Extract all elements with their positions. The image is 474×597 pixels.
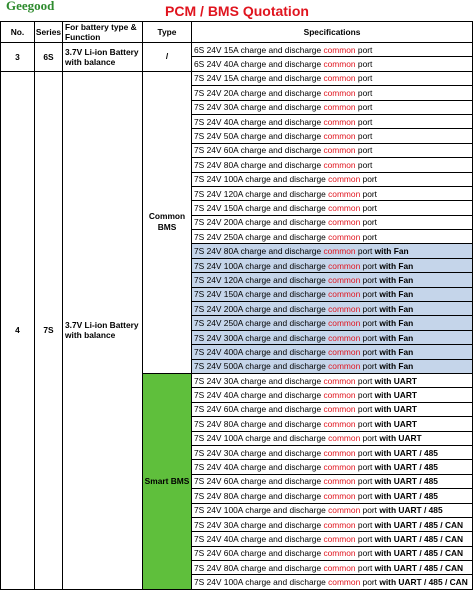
function-cell: 3.7V Li-ion Battery with balance <box>63 71 143 589</box>
spec-text: 7S 24V 50A charge and discharge <box>194 131 324 142</box>
specification-cell <box>192 273 473 287</box>
specification-cell <box>192 402 473 416</box>
specification-cell <box>192 302 473 316</box>
spec-text: 7S 24V 200A charge and discharge <box>194 303 329 314</box>
spec-feature: with UART / 485 / CAN <box>372 519 464 530</box>
header-function: For battery type & Function <box>63 22 143 43</box>
spec-text: 7S 24V 40A charge and discharge <box>194 533 324 544</box>
spec-text: 7S 24V 40A charge and discharge <box>194 462 324 473</box>
spec-common-label: common <box>323 131 356 142</box>
spec-port-text: port <box>355 418 373 429</box>
spec-feature: with UART / 485 <box>372 462 438 473</box>
spec-common-label: common <box>323 418 356 429</box>
specification-cell <box>192 158 473 172</box>
specification-cell <box>192 186 473 200</box>
spec-text: 7S 24V 80A charge and discharge <box>194 246 324 257</box>
spec-port-text: port <box>355 562 373 573</box>
spec-common-label: common <box>328 260 361 271</box>
spec-port-text: port <box>360 346 377 357</box>
series-cell: 6S <box>35 43 63 72</box>
spec-common-label: common <box>323 562 356 573</box>
row-number: 3 <box>1 43 35 72</box>
spec-common-label: common <box>328 231 361 242</box>
spec-feature: with UART / 485 <box>377 505 443 516</box>
specification-cell <box>192 489 473 503</box>
spec-common-label: common <box>328 217 361 228</box>
spec-text: 7S 24V 30A charge and discharge <box>194 102 324 113</box>
spec-feature: with UART / 485 <box>372 447 438 458</box>
spec-text: 7S 24V 300A charge and discharge <box>194 332 329 343</box>
spec-port-text: port <box>360 289 377 300</box>
specification-cell <box>192 129 473 143</box>
spec-port-text: port <box>360 231 377 242</box>
spec-port-text: port <box>355 390 373 401</box>
spec-common-label: common <box>328 346 361 357</box>
spec-text: 7S 24V 100A charge and discharge <box>194 505 329 516</box>
specification-cell <box>192 230 473 244</box>
spec-text: 7S 24V 100A charge and discharge <box>194 174 329 185</box>
spec-feature: with UART / 485 <box>372 476 438 487</box>
spec-text: 7S 24V 250A charge and discharge <box>194 231 329 242</box>
specification-cell <box>192 86 473 100</box>
spec-text: 7S 24V 60A charge and discharge <box>194 145 324 156</box>
function-cell: 3.7V Li-ion Battery with balance <box>63 43 143 72</box>
spec-common-label: common <box>323 490 356 501</box>
spec-text: 7S 24V 60A charge and discharge <box>194 404 324 415</box>
series-cell: 7S <box>35 71 63 589</box>
spec-common-label: common <box>323 447 356 458</box>
spec-port-text: port <box>360 188 377 199</box>
spec-common-label: common <box>323 548 356 559</box>
type-cell: / <box>143 43 192 72</box>
specification-cell <box>192 546 473 560</box>
spec-common-label: common <box>323 519 356 530</box>
quotation-table <box>0 21 473 590</box>
spec-port-text: port <box>360 433 377 444</box>
spec-text: 7S 24V 20A charge and discharge <box>194 87 324 98</box>
spec-common-label: common <box>323 462 356 473</box>
spec-port-text: port <box>355 519 373 530</box>
specification-cell <box>192 143 473 157</box>
spec-port-text: port <box>360 318 377 329</box>
spec-port-text: port <box>355 533 373 544</box>
specification-cell <box>192 431 473 445</box>
specification-cell <box>192 532 473 546</box>
spec-port-text: port <box>355 73 373 84</box>
spec-text: 7S 24V 120A charge and discharge <box>194 274 329 285</box>
spec-text: 7S 24V 100A charge and discharge <box>194 260 329 271</box>
spec-port-text: port <box>360 303 377 314</box>
spec-port-text: port <box>360 174 377 185</box>
spec-common-label: common <box>323 102 356 113</box>
spec-text: 7S 24V 100A charge and discharge <box>194 433 329 444</box>
specification-cell <box>192 345 473 359</box>
spec-port-text: port <box>360 577 377 588</box>
specification-cell <box>192 172 473 186</box>
header-series: Series <box>35 22 63 43</box>
spec-common-label: common <box>323 404 356 415</box>
spec-common-label: common <box>328 174 361 185</box>
spec-common-label: common <box>323 375 356 386</box>
specification-cell <box>192 460 473 474</box>
specification-cell <box>192 503 473 517</box>
spec-port-text: port <box>355 490 373 501</box>
spec-text: 7S 24V 400A charge and discharge <box>194 346 329 357</box>
specification-cell <box>192 244 473 258</box>
table-body <box>1 43 473 590</box>
header-specifications: Specifications <box>192 22 473 43</box>
spec-port-text: port <box>355 59 373 70</box>
spec-port-text: port <box>360 332 377 343</box>
spec-common-label: common <box>328 361 361 372</box>
spec-text: 7S 24V 30A charge and discharge <box>194 375 324 386</box>
spec-port-text: port <box>355 87 373 98</box>
table-row <box>1 43 473 57</box>
spec-text: 7S 24V 30A charge and discharge <box>194 519 324 530</box>
spec-common-label: common <box>323 246 356 257</box>
spec-text: 6S 24V 40A charge and discharge <box>194 59 324 70</box>
spec-feature: with UART / 485 / CAN <box>377 577 468 588</box>
spec-port-text: port <box>355 462 373 473</box>
brand-logo: Geegood <box>6 0 55 13</box>
specification-cell <box>192 445 473 459</box>
spec-common-label: common <box>328 332 361 343</box>
spec-feature: with Fan <box>372 246 409 257</box>
spec-text: 7S 24V 30A charge and discharge <box>194 447 324 458</box>
spec-feature: with UART / 485 / CAN <box>372 533 464 544</box>
type-cell: Common BMS <box>143 71 192 373</box>
spec-text: 7S 24V 60A charge and discharge <box>194 548 324 559</box>
spec-port-text: port <box>355 404 373 415</box>
spec-common-label: common <box>323 145 356 156</box>
specification-cell <box>192 316 473 330</box>
spec-port-text: port <box>355 548 373 559</box>
specification-cell <box>192 287 473 301</box>
spec-text: 7S 24V 80A charge and discharge <box>194 418 324 429</box>
spec-feature: with Fan <box>377 303 414 314</box>
spec-port-text: port <box>360 217 377 228</box>
spec-feature: with UART / 485 / CAN <box>372 548 464 559</box>
specification-cell <box>192 561 473 575</box>
spec-text: 7S 24V 120A charge and discharge <box>194 188 329 199</box>
spec-feature: with UART <box>372 375 418 386</box>
spec-port-text: port <box>355 246 373 257</box>
specification-cell <box>192 57 473 71</box>
specification-cell <box>192 258 473 272</box>
spec-common-label: common <box>328 188 361 199</box>
spec-text: 6S 24V 15A charge and discharge <box>194 44 324 55</box>
spec-port-text: port <box>355 131 373 142</box>
table-header-row <box>1 22 473 43</box>
specification-cell <box>192 373 473 387</box>
spec-common-label: common <box>323 59 356 70</box>
spec-text: 7S 24V 100A charge and discharge <box>194 577 329 588</box>
spec-feature: with Fan <box>377 361 414 372</box>
spec-port-text: port <box>355 102 373 113</box>
spec-feature: with UART / 485 / CAN <box>372 562 464 573</box>
spec-text: 7S 24V 200A charge and discharge <box>194 217 329 228</box>
spec-text: 7S 24V 250A charge and discharge <box>194 318 329 329</box>
spec-common-label: common <box>328 289 361 300</box>
spec-feature: with UART <box>372 418 418 429</box>
spec-feature: with UART / 485 <box>372 490 438 501</box>
spec-common-label: common <box>323 476 356 487</box>
spec-text: 7S 24V 40A charge and discharge <box>194 116 324 127</box>
spec-common-label: common <box>323 44 356 55</box>
spec-port-text: port <box>355 145 373 156</box>
spec-port-text: port <box>355 447 373 458</box>
row-number: 4 <box>1 71 35 589</box>
spec-common-label: common <box>328 274 361 285</box>
spec-text: 7S 24V 60A charge and discharge <box>194 476 324 487</box>
spec-port-text: port <box>360 260 377 271</box>
spec-common-label: common <box>328 202 361 213</box>
spec-common-label: common <box>323 159 356 170</box>
spec-text: 7S 24V 80A charge and discharge <box>194 490 324 501</box>
spec-text: 7S 24V 150A charge and discharge <box>194 202 329 213</box>
spec-feature: with Fan <box>377 274 414 285</box>
spec-feature: with Fan <box>377 289 414 300</box>
spec-port-text: port <box>355 476 373 487</box>
spec-common-label: common <box>328 318 361 329</box>
specification-cell <box>192 575 473 589</box>
header-no: No. <box>1 22 35 43</box>
spec-port-text: port <box>360 274 377 285</box>
spec-text: 7S 24V 40A charge and discharge <box>194 390 324 401</box>
specification-cell <box>192 517 473 531</box>
spec-text: 7S 24V 500A charge and discharge <box>194 361 329 372</box>
specification-cell <box>192 330 473 344</box>
specification-cell <box>192 114 473 128</box>
spec-common-label: common <box>323 533 356 544</box>
spec-feature: with Fan <box>377 318 414 329</box>
spec-common-label: common <box>328 303 361 314</box>
specification-cell <box>192 215 473 229</box>
spec-common-label: common <box>328 577 361 588</box>
specification-cell <box>192 201 473 215</box>
specification-cell <box>192 474 473 488</box>
spec-feature: with UART <box>377 433 422 444</box>
spec-text: 7S 24V 80A charge and discharge <box>194 159 324 170</box>
specification-cell <box>192 100 473 114</box>
spec-text: 7S 24V 150A charge and discharge <box>194 289 329 300</box>
spec-common-label: common <box>323 390 356 401</box>
spec-feature: with Fan <box>377 346 414 357</box>
header-type: Type <box>143 22 192 43</box>
spec-common-label: common <box>323 87 356 98</box>
spec-feature: with UART <box>372 404 418 415</box>
spec-common-label: common <box>323 116 356 127</box>
type-cell: Smart BMS <box>143 373 192 589</box>
specification-cell <box>192 43 473 57</box>
table-row <box>1 71 473 85</box>
spec-port-text: port <box>360 505 377 516</box>
spec-common-label: common <box>328 433 361 444</box>
spec-feature: with UART <box>372 390 418 401</box>
specification-cell <box>192 71 473 85</box>
specification-cell <box>192 359 473 373</box>
spec-port-text: port <box>355 44 373 55</box>
spec-port-text: port <box>355 375 373 386</box>
spec-feature: with Fan <box>377 260 414 271</box>
spec-port-text: port <box>360 202 377 213</box>
specification-cell <box>192 388 473 402</box>
spec-common-label: common <box>323 73 356 84</box>
spec-text: 7S 24V 15A charge and discharge <box>194 73 324 84</box>
spec-text: 7S 24V 80A charge and discharge <box>194 562 324 573</box>
spec-port-text: port <box>355 116 373 127</box>
spec-feature: with Fan <box>377 332 414 343</box>
page-title: PCM / BMS Quotation <box>165 3 309 19</box>
spec-port-text: port <box>355 159 373 170</box>
spec-port-text: port <box>360 361 377 372</box>
spec-common-label: common <box>328 505 361 516</box>
specification-cell <box>192 417 473 431</box>
